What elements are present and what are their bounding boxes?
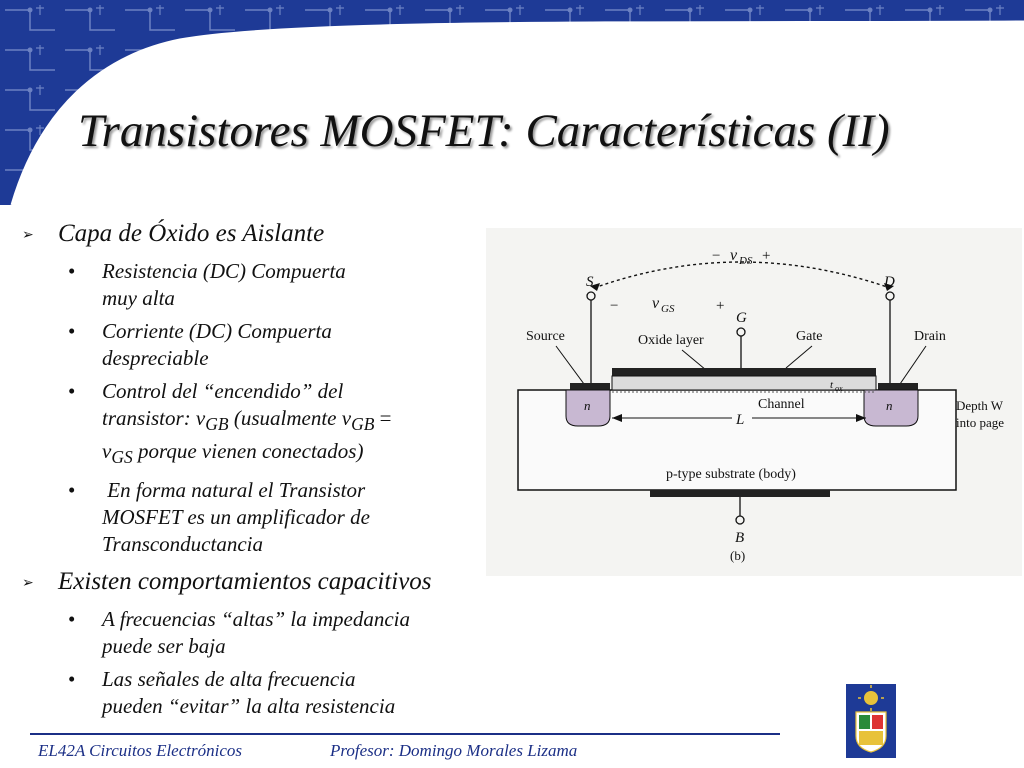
length-label: L bbox=[736, 412, 745, 428]
bullet-line: A frecuencias “altas” la impedancia bbox=[102, 607, 410, 632]
bullet-line: Transconductancia bbox=[102, 532, 263, 557]
plus-sign-vds: + bbox=[762, 248, 771, 264]
vds-label: v bbox=[730, 247, 738, 264]
dot-bullet-icon: • bbox=[68, 319, 76, 343]
bullet-line: puede ser baja bbox=[102, 634, 226, 659]
tox-label: t bbox=[830, 379, 834, 391]
vgs-subscript: GS bbox=[661, 303, 675, 315]
footer-professor: Profesor: Domingo Morales Lizama bbox=[330, 741, 578, 760]
bullet-group bbox=[22, 220, 492, 558]
gate-label: Gate bbox=[796, 329, 823, 344]
subscript: GB bbox=[351, 414, 375, 435]
plus-sign-vgs: + bbox=[716, 298, 725, 314]
bullet-line: = bbox=[374, 406, 392, 430]
list-item bbox=[22, 220, 492, 248]
drain-terminal-label: D bbox=[884, 274, 895, 290]
subscript: GB bbox=[205, 414, 229, 435]
oxide-layer-label: Oxide layer bbox=[638, 333, 704, 348]
bullet-line: (usualmente v bbox=[228, 406, 352, 430]
arrow-bullet-icon: ➢ bbox=[22, 228, 34, 243]
n-region-drain-label: n bbox=[886, 398, 893, 413]
bullet-text: Existen comportamientos capacitivos bbox=[58, 568, 432, 596]
list-item bbox=[22, 666, 492, 720]
figure-caption: (b) bbox=[730, 548, 746, 563]
gate-terminal-label: G bbox=[736, 310, 747, 326]
bullet-line: v bbox=[102, 439, 112, 464]
slide-title: Transistores MOSFET: Características (II) bbox=[78, 105, 890, 157]
minus-sign-vds: − bbox=[712, 248, 721, 264]
bullet-line: transistor: v bbox=[102, 406, 206, 430]
footer-course: EL42A Circuitos Electrónicos bbox=[38, 741, 242, 760]
footer-divider bbox=[30, 733, 780, 735]
vds-subscript: DS bbox=[739, 255, 753, 267]
substrate-label: p-type substrate (body) bbox=[666, 467, 796, 482]
dot-bullet-icon: • bbox=[68, 478, 76, 503]
dot-bullet-icon: • bbox=[68, 607, 76, 632]
bullet-line: despreciable bbox=[102, 346, 209, 370]
source-terminal-label: S bbox=[586, 274, 594, 290]
bullet-line: Las señales de alta frecuencia bbox=[102, 667, 356, 692]
bullet-group bbox=[22, 568, 492, 720]
bullet-list bbox=[22, 220, 492, 730]
minus-sign-vgs: − bbox=[610, 298, 619, 314]
body-terminal-label: B bbox=[735, 530, 745, 546]
mosfet-cross-section-diagram bbox=[486, 228, 1022, 576]
subscript: GS bbox=[111, 447, 133, 468]
bullet-line: Control del “encendido” del bbox=[102, 379, 344, 403]
list-item bbox=[22, 606, 492, 660]
list-item bbox=[22, 568, 492, 596]
tox-subscript: ox bbox=[835, 384, 843, 393]
n-region-source-label: n bbox=[584, 398, 591, 413]
dot-bullet-icon: • bbox=[68, 379, 76, 403]
depth-label-line2: into page bbox=[956, 415, 1005, 430]
bullet-line: muy alta bbox=[102, 286, 175, 310]
arrow-bullet-icon: ➢ bbox=[22, 576, 34, 592]
list-item bbox=[22, 258, 492, 312]
bullet-line: MOSFET es un amplificador de bbox=[102, 505, 370, 530]
list-item bbox=[22, 477, 492, 558]
vgs-label: v bbox=[652, 295, 660, 312]
dot-bullet-icon: • bbox=[68, 667, 76, 692]
bullet-line: pueden “evitar” la alta resistencia bbox=[102, 694, 396, 719]
bullet-text: Capa de Óxido es Aislante bbox=[58, 220, 325, 247]
bullet-line: Corriente (DC) Compuerta bbox=[102, 319, 332, 343]
depth-label: Depth W bbox=[956, 398, 1004, 413]
bullet-line: porque vienen conectados) bbox=[132, 439, 364, 464]
bullet-line: En forma natural el Transistor bbox=[102, 478, 366, 503]
source-label: Source bbox=[526, 329, 565, 344]
drain-label: Drain bbox=[914, 329, 946, 344]
list-item bbox=[22, 318, 492, 372]
university-logo bbox=[846, 684, 896, 758]
bullet-line: Resistencia (DC) Compuerta bbox=[102, 259, 346, 283]
list-item bbox=[22, 378, 492, 471]
channel-label: Channel bbox=[758, 397, 805, 412]
dot-bullet-icon: • bbox=[68, 259, 76, 283]
